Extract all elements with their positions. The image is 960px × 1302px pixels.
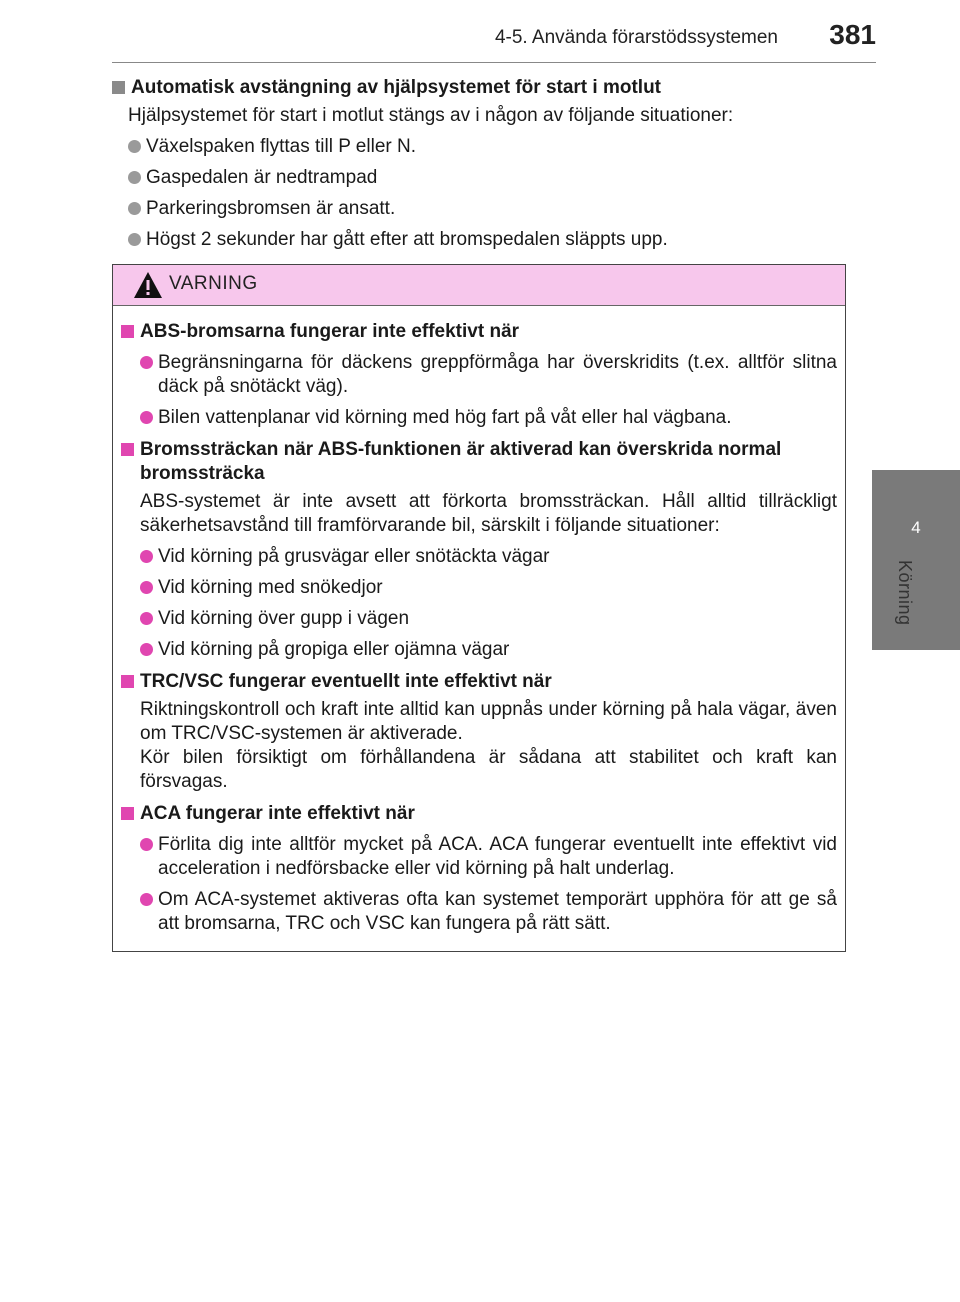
round-bullet-icon — [128, 171, 141, 184]
section-title: 4-5. Använda förarstödssystemen — [494, 27, 778, 48]
list-item-text: Vid körning på gropiga eller ojämna vägar — [158, 639, 510, 660]
warning-body — [113, 306, 845, 936]
list-item-text: Vid körning över gupp i vägen — [158, 608, 410, 629]
round-bullet-icon — [140, 612, 153, 625]
list-item — [140, 607, 837, 631]
list-item-text: Begränsningarna för däckens greppförmåga har överskridits (t.ex. alltför slitna däck på snötäckt väg). — [158, 352, 837, 397]
round-bullet-icon — [140, 893, 153, 906]
warning-section-heading — [121, 670, 837, 694]
warning-header — [113, 265, 845, 306]
list-item — [140, 888, 837, 936]
heading-text: Bromssträckan när ABS-funktionen är aktiverad kan överskrida normal bromssträcka — [140, 439, 782, 484]
square-bullet-icon — [121, 325, 134, 338]
round-bullet-icon — [128, 233, 141, 246]
warning-title: VARNING — [169, 273, 258, 294]
round-bullet-icon — [140, 550, 153, 563]
list-item — [128, 135, 848, 159]
list-item-text: Förlita dig inte alltför mycket på ACA. ACA fungerar eventuellt inte effektivt vid acceleration i nedförsbacke eller vid körning på halt underlag. — [158, 834, 837, 879]
list-item-text: Bilen vattenplanar vid körning med hög fart på våt eller hal vägbana. — [158, 407, 732, 428]
warning-triangle-icon — [133, 271, 163, 299]
page-number: 381 — [829, 19, 876, 50]
list-item — [140, 351, 837, 399]
list-item-text: Parkeringsbromsen är ansatt. — [146, 198, 396, 219]
chapter-label: Körning — [895, 560, 915, 626]
round-bullet-icon — [140, 411, 153, 424]
heading-text: ABS-bromsarna fungerar inte effektivt när — [140, 321, 520, 342]
round-bullet-icon — [128, 202, 141, 215]
intro-section — [112, 72, 848, 252]
page-header — [0, 0, 960, 70]
warning-section-heading — [121, 438, 837, 486]
warning-section-heading — [121, 320, 837, 344]
warning-paragraph: Kör bilen försiktigt om förhållandena är sådana att stabilitet och kraft kan försvagas. — [140, 747, 837, 792]
list-item — [128, 166, 848, 190]
list-item — [140, 833, 837, 881]
heading-text: ACA fungerar inte effektivt när — [140, 803, 415, 824]
warning-paragraph: ABS-systemet är inte avsett att förkorta bromssträckan. Håll alltid tillräckligt säkerhetsavstånd till framförvarande bil, särskilt i följande situationer: — [140, 491, 837, 536]
heading-text: TRC/VSC fungerar eventuellt inte effektivt när — [140, 671, 552, 692]
square-bullet-icon — [121, 807, 134, 820]
list-item — [140, 638, 837, 662]
list-item — [140, 545, 837, 569]
round-bullet-icon — [140, 356, 153, 369]
intro-heading-row — [112, 76, 848, 100]
list-item — [128, 228, 848, 252]
chapter-number: 4 — [911, 518, 921, 537]
list-item-text: Vid körning på grusvägar eller snötäckta vägar — [158, 546, 550, 567]
list-item-text: Om ACA-systemet aktiveras ofta kan systemet temporärt upphöra för att ge så att bromsarna, TRC och VSC kan fungera på rätt sätt. — [158, 889, 837, 934]
header-divider — [112, 62, 876, 63]
chapter-label-area — [872, 560, 960, 670]
warning-section-heading — [121, 802, 837, 826]
square-bullet-icon — [121, 675, 134, 688]
round-bullet-icon — [140, 838, 153, 851]
round-bullet-icon — [140, 643, 153, 656]
list-item-text: Högst 2 sekunder har gått efter att bromspedalen släppts upp. — [146, 229, 668, 250]
list-item — [140, 576, 837, 600]
intro-paragraph: Hjälpsystemet för start i motlut stängs av i någon av följande situationer: — [128, 105, 734, 126]
list-item-text: Gaspedalen är nedtrampad — [146, 167, 378, 188]
list-item — [140, 406, 837, 430]
square-bullet-icon — [121, 443, 134, 456]
intro-heading: Automatisk avstängning av hjälpsystemet för start i motlut — [131, 77, 661, 98]
warning-box — [112, 264, 846, 952]
list-item — [128, 197, 848, 221]
round-bullet-icon — [128, 140, 141, 153]
warning-paragraph: Riktningskontroll och kraft inte alltid kan uppnås under körning på hala vägar, även om TRC/VSC-systemen är aktiverade. — [140, 699, 837, 744]
list-item-text: Växelspaken flyttas till P eller N. — [146, 136, 416, 157]
list-item-text: Vid körning med snökedjor — [158, 577, 383, 598]
round-bullet-icon — [140, 581, 153, 594]
square-bullet-icon — [112, 81, 125, 94]
